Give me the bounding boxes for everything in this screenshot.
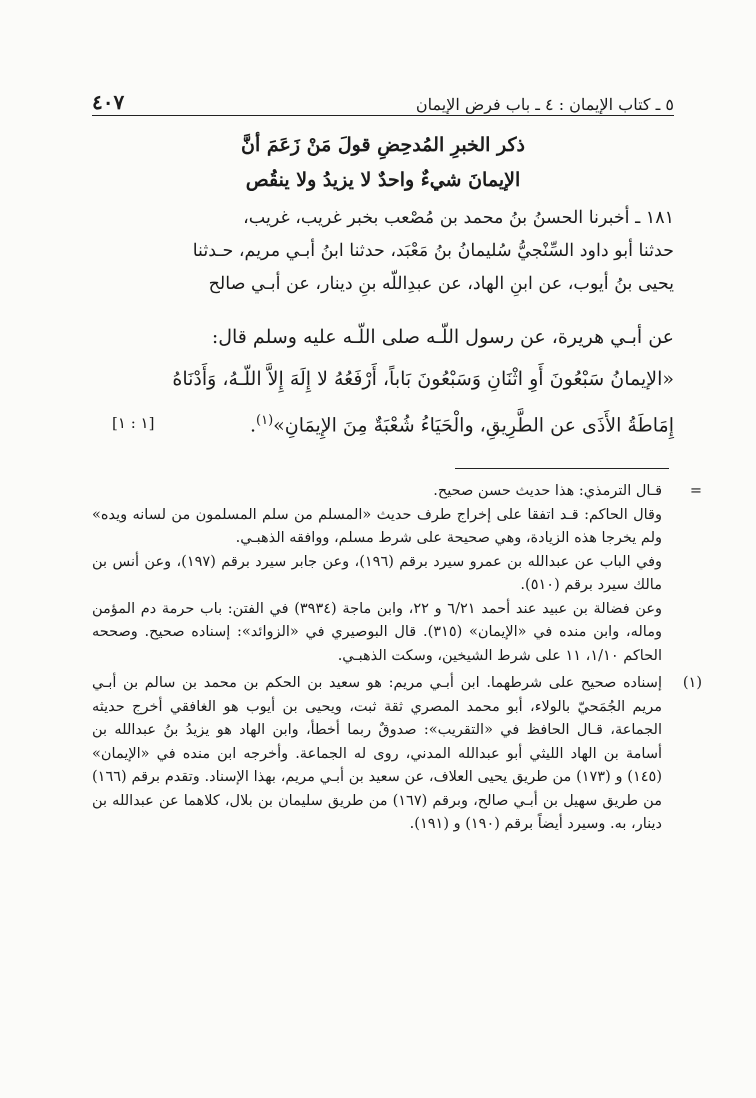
footnote-1-body — [92, 672, 662, 837]
note-paragraph: وعن فضالة بن عبيد عند أحمد ٦/٢١ و ٢٢، وابن ماجة (٣٩٣٤) في الفتن: باب حرمة دم المؤمن وماله، وابن منده في «الإيمان» (٣١٥). قال البوصيري في «الزوائد»: إسناده صحيح. وصححه الحاكم ١/١٠، ١١ على شرط الشيخين، وسكت الذهبـي. — [92, 600, 662, 664]
continuation-marker: = — [689, 483, 702, 499]
page-number: ٤٠٧ — [92, 90, 125, 114]
isnad-line: يحيى بنُ أيوب، عن ابنِ الهاد، عن عبدِاللّه بنِ دينار، عن أبـي صالح — [208, 274, 674, 294]
footnote-1 — [92, 672, 702, 837]
section-title — [92, 128, 674, 198]
hadith-reference: [١ : ١] — [112, 414, 155, 432]
hadith-isnad — [92, 202, 674, 301]
footnote-reference-mark[interactable]: (١) — [256, 413, 274, 428]
hadith-matn — [92, 316, 674, 446]
continued-note — [92, 480, 702, 668]
matn-line-last — [92, 400, 674, 446]
matn-line: عن أبـي هريرة، عن رسول اللّـه صلى اللّـه عليه وسلم قال: — [211, 326, 674, 348]
note-paragraph: قـال الترمذي: هذا حديث حسن صحيح. — [433, 483, 662, 499]
footnote-marker: (١) — [682, 675, 702, 691]
matn-end-period: . — [249, 414, 256, 437]
isnad-line: ١٨١ ـ أخبرنا الحسنُ بنُ محمد بن مُصْعب بخبر غريب، غريب، — [243, 208, 674, 228]
matn-text: إِمَاطَةُ الأَذَى عن الطَّرِيقِ، والْحَيَاءُ شُعْبَةٌ مِنَ الإِيمَانِ» — [273, 414, 674, 437]
section-title-line-2: الإيمانَ شيءٌ واحدٌ لا يزيدُ ولا ينقُص — [245, 169, 521, 191]
footnotes — [92, 480, 702, 837]
footnote-rule — [455, 468, 669, 469]
page-header — [92, 82, 674, 114]
running-head: ٥ ـ كتاب الإيمان : ٤ ـ باب فرض الإيمان — [415, 95, 674, 114]
isnad-line: حدثنا أبو داود السِّنْجيُّ سُليمانُ بنُ مَعْبَد، حدثنا ابنُ أبـي مريم، حـدثنا — [192, 241, 674, 261]
continued-note-body — [92, 480, 662, 668]
header-rule — [92, 115, 674, 116]
note-paragraph: وفي الباب عن عبدالله بن عمرو سيرد برقم (١٩٦)، وعن جابر سيرد برقم (١٩٧)، وعن أنس بن مالك سيرد برقم (٥١٠). — [92, 553, 663, 593]
note-paragraph: وقال الحاكم: قـد اتفقا على إخراج طرف حديث «المسلم من سلم المسلمون من لسانه ويده» ولم يخرجا هذه الزيادة، وهي صحيحة على شرط مسلم، ووافقه الذهبـي. — [92, 506, 662, 546]
matn-line: «الإيمانُ سَبْعُونَ أَوِ اثْنَانِ وَسَبْعُونَ بَاباً، أَرْفَعُهُ لا إِلَهَ إِلاَّ اللّـهُ، وَأَدْنَاهُ — [172, 368, 674, 390]
section-title-line-1: ذكر الخبرِ المُدحِضِ قولَ مَنْ زَعَمَ أنَّ — [240, 134, 525, 156]
footnote-text: إسناده صحيح على شرطهما. ابن أبـي مريم: هو سعيد بن الحكم بن محمد بن سالم بن أبـي مريم الجُمَحيّ بالولاء، أبو محمد المصري ثقة ثبت، ويحيى بن أيوب هو الغافقي أخرج حديثه الجماعة، قـال الحافظ في «التقريب»: صدوقٌ ربما أخطأ، وابن الهاد هو يزيدُ بنُ عبدالله بن أسامة بن الهاد الليثي أبو عبدالله المدني، روى له الجماعة. وأخرجه ابن منده في «الإيمان» (١٤٥) و (١٧٣) من طريق يحيى العلاف، عن سعيد بن أبـي مريم، بهذا الإسناد. وتقدم برقم (١٦٦) من طريق سهيل بن أبـي صالح، وبرقم (١٦٧) من طريق سليمان بن بلال، كلاهما عن عبدالله بن دينار، به. وسيرد أيضاً برقم (١٩٠) و (١٩١). — [92, 675, 662, 832]
